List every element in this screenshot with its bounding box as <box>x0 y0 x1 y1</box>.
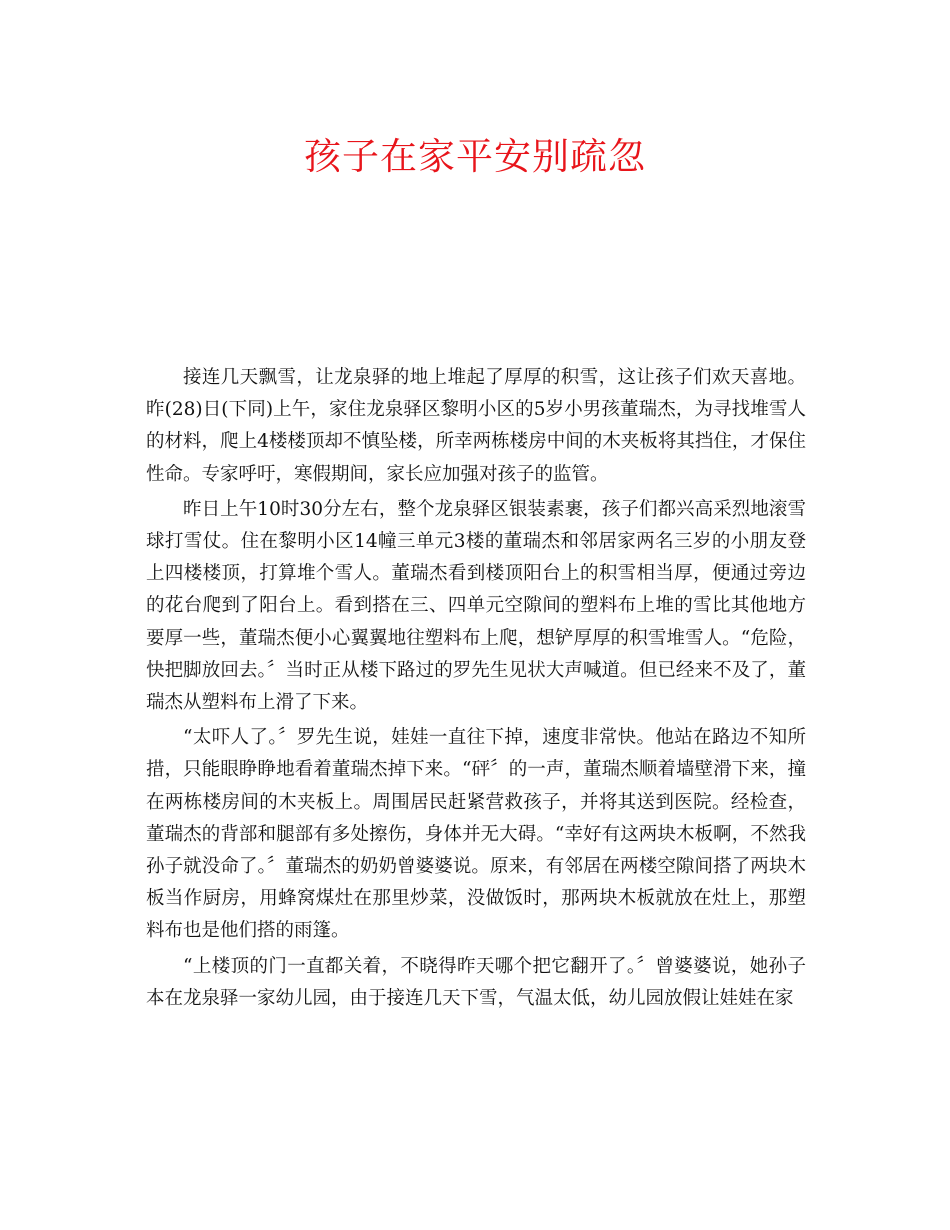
page-title: 孩子在家平安别疏忽 <box>304 135 646 178</box>
paragraph-1: 接连几天飘雪，让龙泉驿的地上堆起了厚厚的积雪，这让孩子们欢天喜地。昨(28)日(下同)上午，家住龙泉驿区黎明小区的5岁小男孩董瑞杰，为寻找堆雪人的材料，爬上4楼楼顶却不慎坠楼，所幸两栋楼房中间的木夹板将其挡住，才保住性命。专家呼吁，寒假期间，家长应加强对孩子的监管。 <box>146 367 806 485</box>
paragraph-4: “上楼顶的门一直都关着，不晓得昨天哪个把它翻开了。〞曾婆婆说，她孙子本在龙泉驿一家幼儿园，由于接连几天下雪，气温太低，幼儿园放假让娃娃在家 <box>146 955 806 1009</box>
paragraph-3: “太吓人了。〞罗先生说，娃娃一直往下掉，速度非常快。他站在路边不知所措，只能眼睁睁地看着董瑞杰掉下来。“砰〞的一声，董瑞杰顺着墙壁滑下来，撞在两栋楼房间的木夹板上。周围居民赶紧营救孩子，并将其送到医院。经检查，董瑞杰的背部和腿部有多处擦伤，身体并无大碍。“幸好有这两块木板啊，不然我孙子就没命了。〞董瑞杰的奶奶曾婆婆说。原来，有邻居在两楼空隙间搭了两块木板当作厨房，用蜂窝煤灶在那里炒菜，没做饭时，那两块木板就放在灶上，那塑料布也是他们搭的雨篷。 <box>146 727 806 942</box>
paragraph-2: 昨日上午10时30分左右，整个龙泉驿区银装素裹，孩子们都兴高采烈地滚雪球打雪仗。住在黎明小区14幢三单元3楼的董瑞杰和邻居家两名三岁的小朋友登上四楼楼顶，打算堆个雪人。董瑞杰看到楼顶阳台上的积雪相当厚，便通过旁边的花台爬到了阳台上。看到搭在三、四单元空隙间的塑料布上堆的雪比其他地方要厚一些，董瑞杰便小心翼翼地往塑料布上爬，想铲厚厚的积雪堆雪人。“危险，快把脚放回去。〞当时正从楼下路过的罗先生见状大声喊道。但已经来不及了，董瑞杰从塑料布上滑了下来。 <box>146 498 806 714</box>
article-body <box>146 362 806 1018</box>
